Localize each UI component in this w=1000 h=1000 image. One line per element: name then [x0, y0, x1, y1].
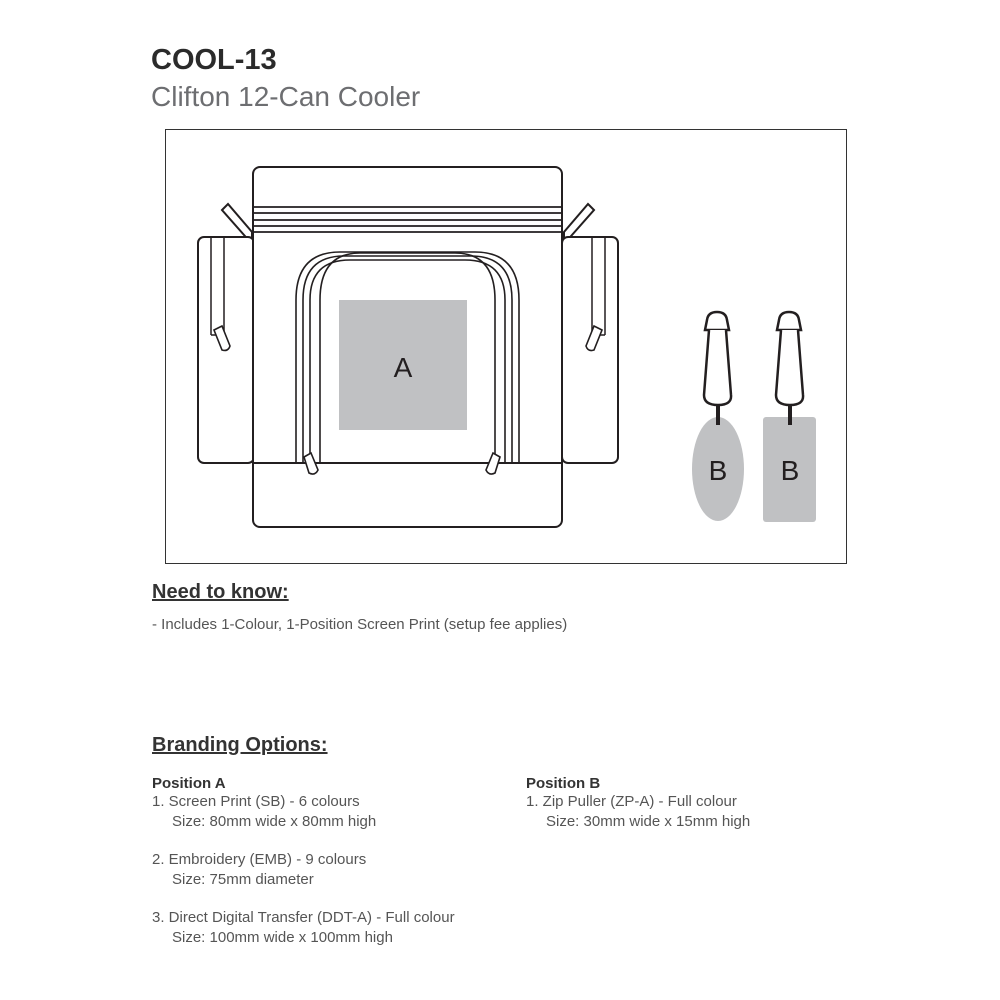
option-size: Size: 80mm wide x 80mm high [172, 813, 377, 830]
product-code: COOL-13 [151, 44, 277, 76]
option-name: 3. Direct Digital Transfer (DDT-A) - Full colour [152, 909, 455, 926]
product-name: Clifton 12-Can Cooler [151, 81, 421, 112]
label-b-oval: B [708, 455, 728, 486]
label-b-rect: B [780, 455, 800, 486]
need-to-know-item: - Includes 1-Colour, 1-Position Screen Print (setup fee applies) [152, 616, 568, 633]
position-a-title: Position A [152, 775, 226, 792]
position-b-section [526, 775, 750, 832]
need-to-know-heading: Need to know: [152, 581, 289, 603]
position-a-section [152, 775, 455, 948]
option-size: Size: 75mm diameter [172, 871, 314, 888]
option-name: 1. Screen Print (SB) - 6 colours [152, 793, 360, 810]
zip-puller-oval [692, 312, 744, 521]
branding-heading: Branding Options: [152, 734, 328, 756]
option-size: Size: 30mm wide x 15mm high [546, 813, 751, 830]
position-b-title: Position B [526, 775, 601, 792]
option-name: 2. Embroidery (EMB) - 9 colours [152, 851, 367, 868]
option-size: Size: 100mm wide x 100mm high [172, 929, 393, 946]
label-a: A [393, 352, 413, 383]
zip-puller-rect [763, 312, 816, 522]
option-name: 1. Zip Puller (ZP-A) - Full colour [526, 793, 737, 810]
